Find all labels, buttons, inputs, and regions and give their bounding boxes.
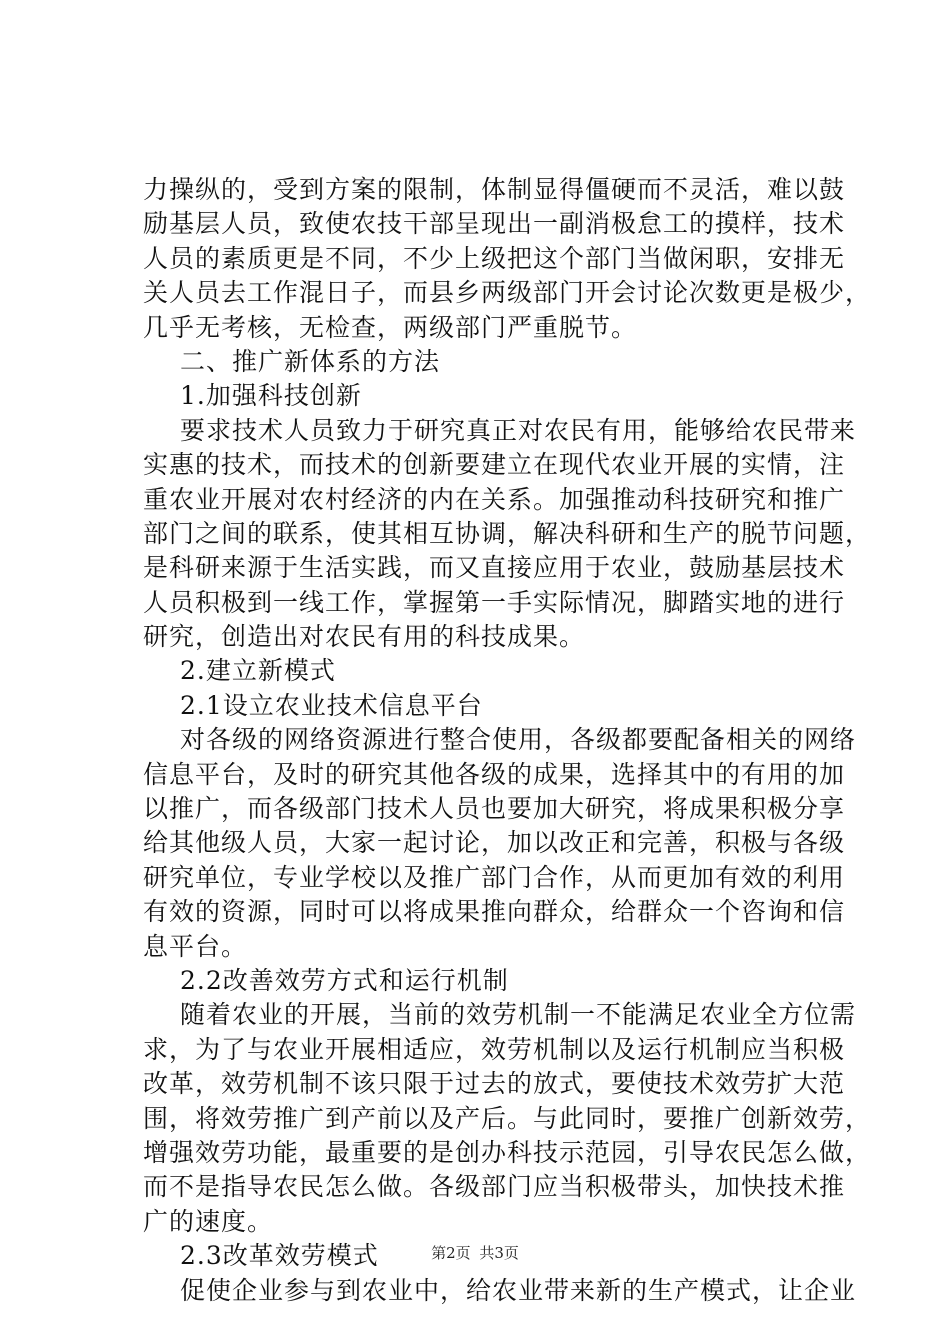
text-line: 人员的素质更是不同，不少上级把这个部门当做闲职，安排无: [143, 243, 846, 273]
text-line: 实惠的技术，而技术的创新要建立在现代农业开展的实情，注: [143, 450, 846, 480]
text-line: 研究单位，专业学校以及推广部门合作，从而更加有效的利用: [143, 862, 846, 892]
subsection-heading: 2.2改善效劳方式和运行机制: [180, 965, 509, 995]
text-line: 而不是指导农民怎么做。各级部门应当积极带头，加快技术推: [143, 1172, 846, 1202]
text-line: 人员积极到一线工作，掌握第一手实际情况，脚踏实地的进行: [143, 587, 846, 617]
subsection-heading: 1.加强科技创新: [180, 381, 362, 411]
text-line: 要求技术人员致力于研究真正对农民有用，能够给农民带来: [180, 415, 857, 445]
text-line: 息平台。: [143, 931, 248, 961]
text-line: 增强效劳功能，最重要的是创办科技示范园，引导农民怎么做，: [143, 1137, 872, 1167]
text-line: 研究，创造出对农民有用的科技成果。: [143, 622, 586, 652]
text-line: 部门之间的联系，使其相互协调，解决科研和生产的脱节问题，: [143, 518, 872, 548]
text-line: 几乎无考核，无检查，两级部门严重脱节。: [143, 312, 638, 342]
text-line: 给其他级人员，大家一起讨论，加以改正和完善，积极与各级: [143, 828, 846, 858]
page-footer: [0, 1243, 950, 1263]
text-line: 有效的资源，同时可以将成果推向群众，给群众一个咨询和信: [143, 897, 846, 927]
page-total: 共3页: [479, 1244, 519, 1262]
subsection-heading: 2.1设立农业技术信息平台: [180, 690, 483, 720]
subsection-heading: 2.3改革效劳模式: [180, 1241, 379, 1271]
section-heading: 二、推广新体系的方法: [180, 346, 441, 376]
page-number: 第2页: [431, 1244, 471, 1262]
text-line: 随着农业的开展，当前的效劳机制一不能满足农业全方位需: [180, 1000, 857, 1030]
text-line: 励基层人员，致使农技干部呈现出一副消极怠工的摸样，技术: [143, 209, 846, 239]
text-line: 促使企业参与到农业中，给农业带来新的生产模式，让企业: [180, 1275, 857, 1305]
text-line: 力操纵的，受到方案的限制，体制显得僵硬而不灵活，难以鼓: [143, 175, 846, 204]
document-body: [143, 173, 872, 1308]
text-line: 以推广，而各级部门技术人员也要加大研究，将成果积极分享: [143, 794, 846, 824]
text-line: 重农业开展对农村经济的内在关系。加强推动科技研究和推广: [143, 484, 846, 514]
text-line: 对各级的网络资源进行整合使用，各级都要配备相关的网络: [180, 725, 857, 755]
text-line: 广的速度。: [143, 1206, 274, 1236]
text-line: 关人员去工作混日子，而县乡两级部门开会讨论次数更是极少，: [143, 278, 872, 308]
text-line: 改革，效劳机制不该只限于过去的放式，要使技术效劳扩大范: [143, 1069, 846, 1099]
text-line: 求，为了与农业开展相适应，效劳机制以及运行机制应当积极: [143, 1034, 846, 1064]
text-line: 围，将效劳推广到产前以及产后。与此同时，要推广创新效劳，: [143, 1103, 872, 1133]
text-line: 信息平台，及时的研究其他各级的成果，选择其中的有用的加: [143, 759, 846, 789]
text-line: 是科研来源于生活实践，而又直接应用于农业，鼓励基层技术: [143, 553, 846, 583]
subsection-heading: 2.建立新模式: [180, 656, 336, 686]
